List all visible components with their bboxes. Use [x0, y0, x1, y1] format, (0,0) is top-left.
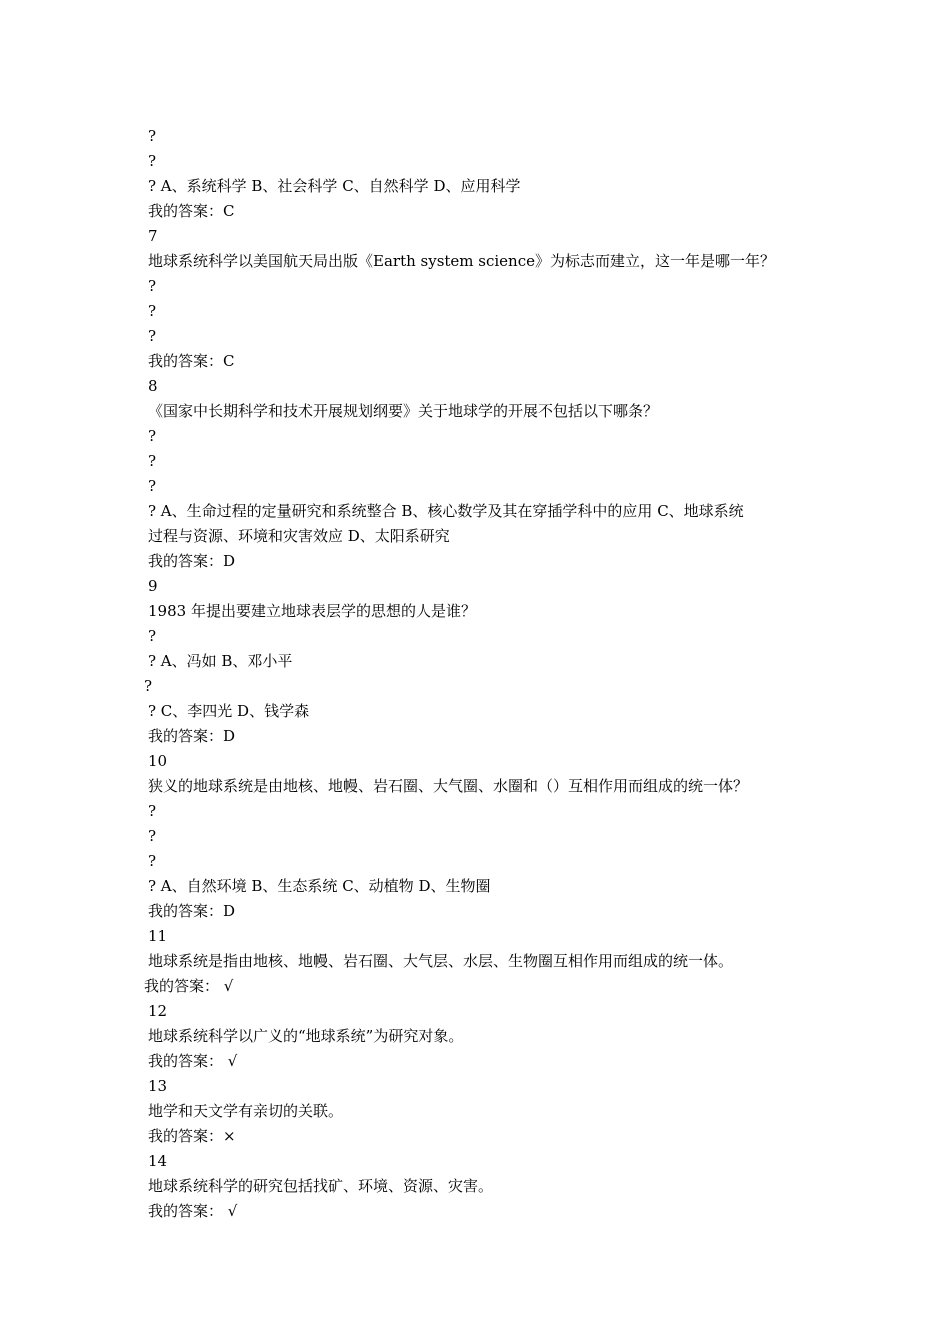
question-number: 9	[148, 577, 158, 595]
question-text: 地球系统是指由地核、地幔、岩石圈、大气层、水层、生物圈互相作用而组成的统一体。	[148, 952, 734, 970]
answer-options-line: ? A、冯如 B、邓小平	[148, 652, 293, 670]
text-line: ?	[148, 452, 157, 470]
question-text: 地球系统科学以美国航天局出版《Earth system science》为标志而建立，这一年是哪一年？	[148, 252, 776, 270]
answer-options-line: ? A、系统科学 B、社会科学 C、自然科学 D、应用科学	[148, 177, 521, 195]
question-number: 7	[148, 227, 158, 245]
my-answer-line: 我的答案： √	[144, 977, 234, 995]
text-line: ?	[144, 677, 153, 695]
question-text: 《国家中长期科学和技术开展规划纲要》关于地球学的开展不包括以下哪条？	[148, 402, 659, 420]
question-number: 8	[148, 377, 158, 395]
answer-options-line: 过程与资源、环境和灾害效应 D、太阳系研究	[148, 527, 450, 545]
my-answer-line: 我的答案：D	[148, 902, 236, 920]
my-answer-line: 我的答案：D	[148, 727, 236, 745]
text-line: ?	[148, 427, 157, 445]
text-line: ?	[148, 627, 157, 645]
question-number: 12	[148, 1002, 168, 1020]
question-text: 地球系统科学以广义的“地球系统”为研究对象。	[148, 1027, 464, 1045]
question-number: 10	[148, 752, 168, 770]
question-text: 地球系统科学的研究包括找矿、环境、资源、灾害。	[148, 1177, 494, 1195]
text-line: ?	[148, 302, 157, 320]
text-line: ?	[148, 327, 157, 345]
my-answer-line: 我的答案： √	[148, 1202, 238, 1220]
answer-options-line: ? A、生命过程的定量研究和系统整合 B、核心数学及其在穿插学科中的应用 C、地球系统	[148, 502, 744, 520]
my-answer-line: 我的答案： √	[148, 1052, 238, 1070]
text-line: ?	[148, 802, 157, 820]
answer-options-line: ? C、李四光 D、钱学森	[148, 702, 310, 720]
text-line: ?	[148, 277, 157, 295]
my-answer-line: 我的答案：C	[148, 202, 235, 220]
text-line: ?	[148, 477, 157, 495]
my-answer-line: 我的答案：D	[148, 552, 236, 570]
question-text: 1983 年提出要建立地球表层学的思想的人是谁？	[148, 602, 476, 620]
document-body	[144, 124, 838, 1224]
my-answer-line: 我的答案：C	[148, 352, 235, 370]
question-number: 13	[148, 1077, 168, 1095]
my-answer-line: 我的答案：×	[148, 1127, 236, 1145]
text-line: ?	[148, 827, 157, 845]
text-line: ?	[148, 852, 157, 870]
question-text: 狭义的地球系统是由地核、地幔、岩石圈、大气圈、水圈和（）互相作用而组成的统一体？	[148, 777, 749, 795]
question-text: 地学和天文学有亲切的关联。	[148, 1102, 344, 1120]
question-number: 14	[148, 1152, 168, 1170]
question-number: 11	[148, 927, 168, 945]
text-line: ?	[148, 152, 157, 170]
answer-options-line: ? A、自然环境 B、生态系统 C、动植物 D、生物圈	[148, 877, 491, 895]
text-line: ?	[148, 127, 157, 145]
